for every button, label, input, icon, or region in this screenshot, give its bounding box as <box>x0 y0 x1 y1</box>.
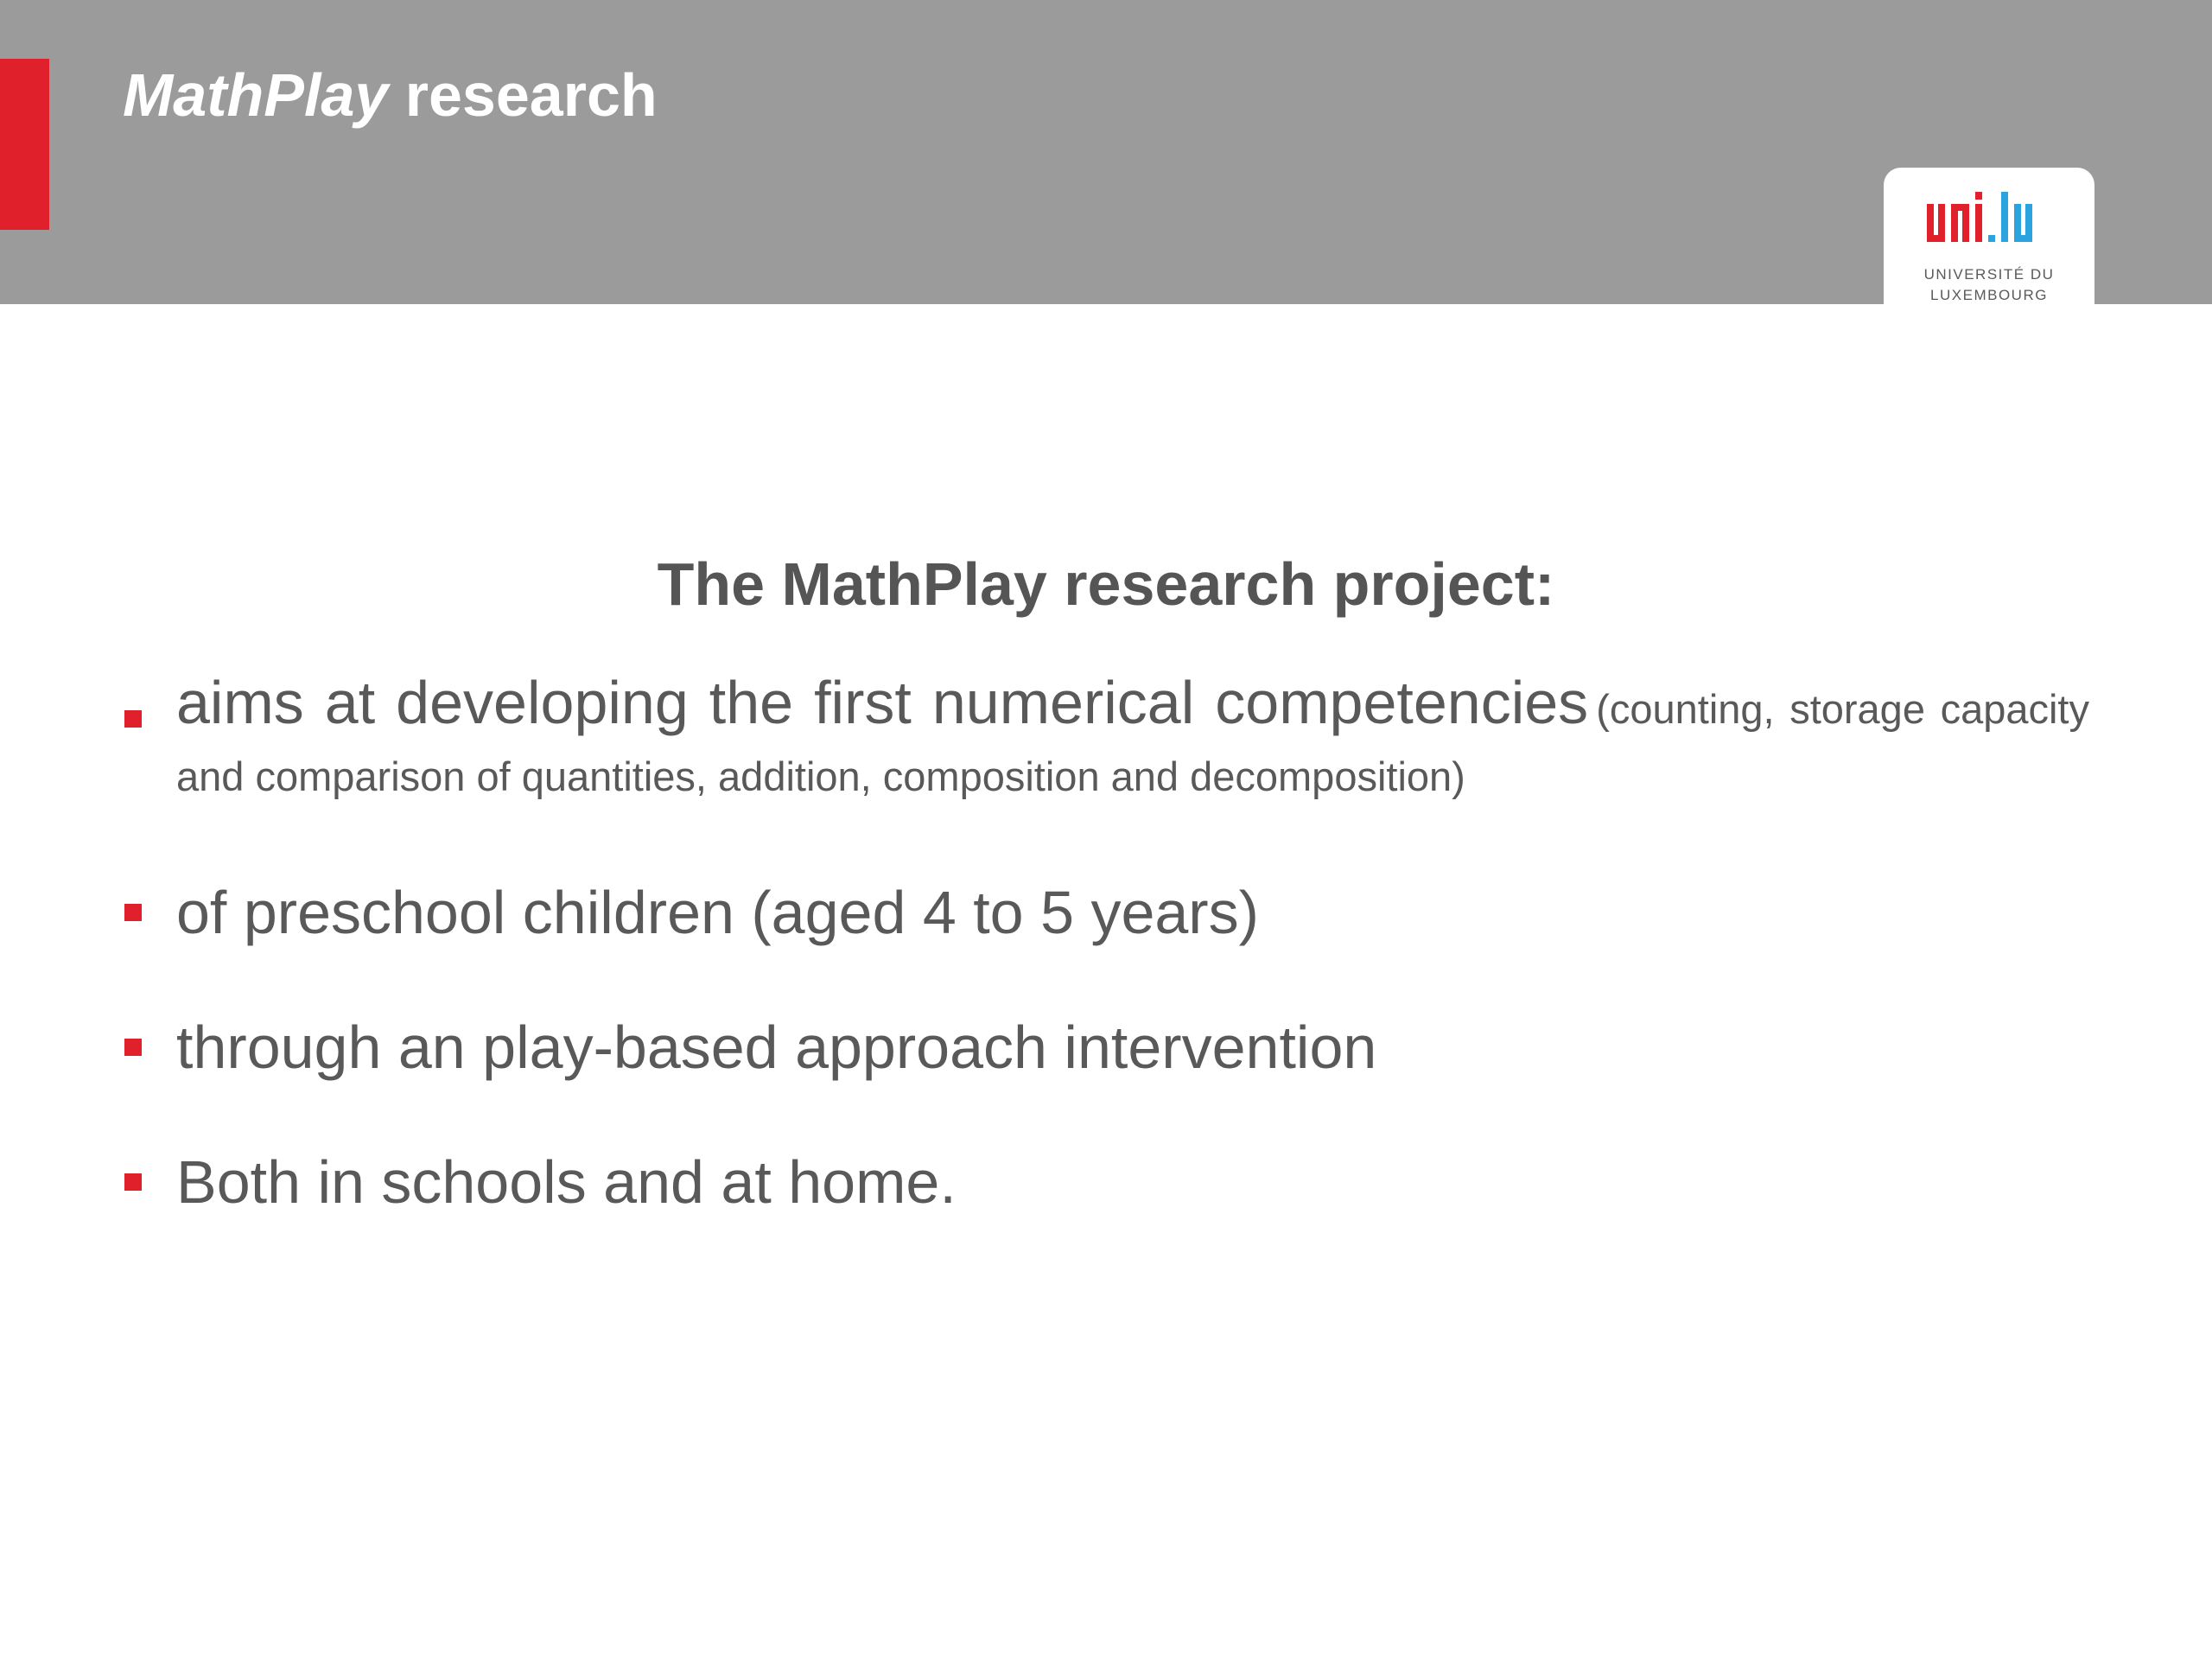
bullet-square-icon <box>124 904 142 921</box>
university-logo <box>1884 168 2094 323</box>
header-title-brand: MathPlay <box>123 61 389 129</box>
header-title-rest: research <box>388 61 658 129</box>
header-band <box>0 0 2212 304</box>
bullet-item <box>123 669 2089 816</box>
bullet-square-icon <box>124 1173 142 1191</box>
bullet-text: of preschool children (aged 4 to 5 years) <box>176 879 1259 946</box>
bullet-item <box>123 1006 2089 1089</box>
bullet-square-icon <box>124 710 142 728</box>
logo-text-line2: LUXEMBOURG <box>1930 287 2048 303</box>
logo-text-line1: UNIVERSITÉ DU <box>1923 266 2055 283</box>
bullet-item <box>123 1141 2089 1224</box>
bullet-list <box>123 669 2089 1275</box>
bullet-note: (counting, storage capacity and comparison of quantities, addition, composition and decomposition) <box>176 686 2089 799</box>
logo-wordmark <box>1884 264 2094 306</box>
bullet-text: Both in schools and at home. <box>176 1148 957 1216</box>
uni-lu-logo-mark <box>1927 192 2056 252</box>
header-accent-bar <box>0 59 49 230</box>
content-title: The MathPlay research project: <box>657 550 1555 618</box>
bullet-text: through an play-based approach intervention <box>176 1014 1377 1081</box>
bullet-item <box>123 871 2089 954</box>
bullet-text: aims at developing the first numerical competencies <box>176 669 1589 736</box>
slide-header-title <box>123 54 658 137</box>
bullet-square-icon <box>124 1039 142 1056</box>
